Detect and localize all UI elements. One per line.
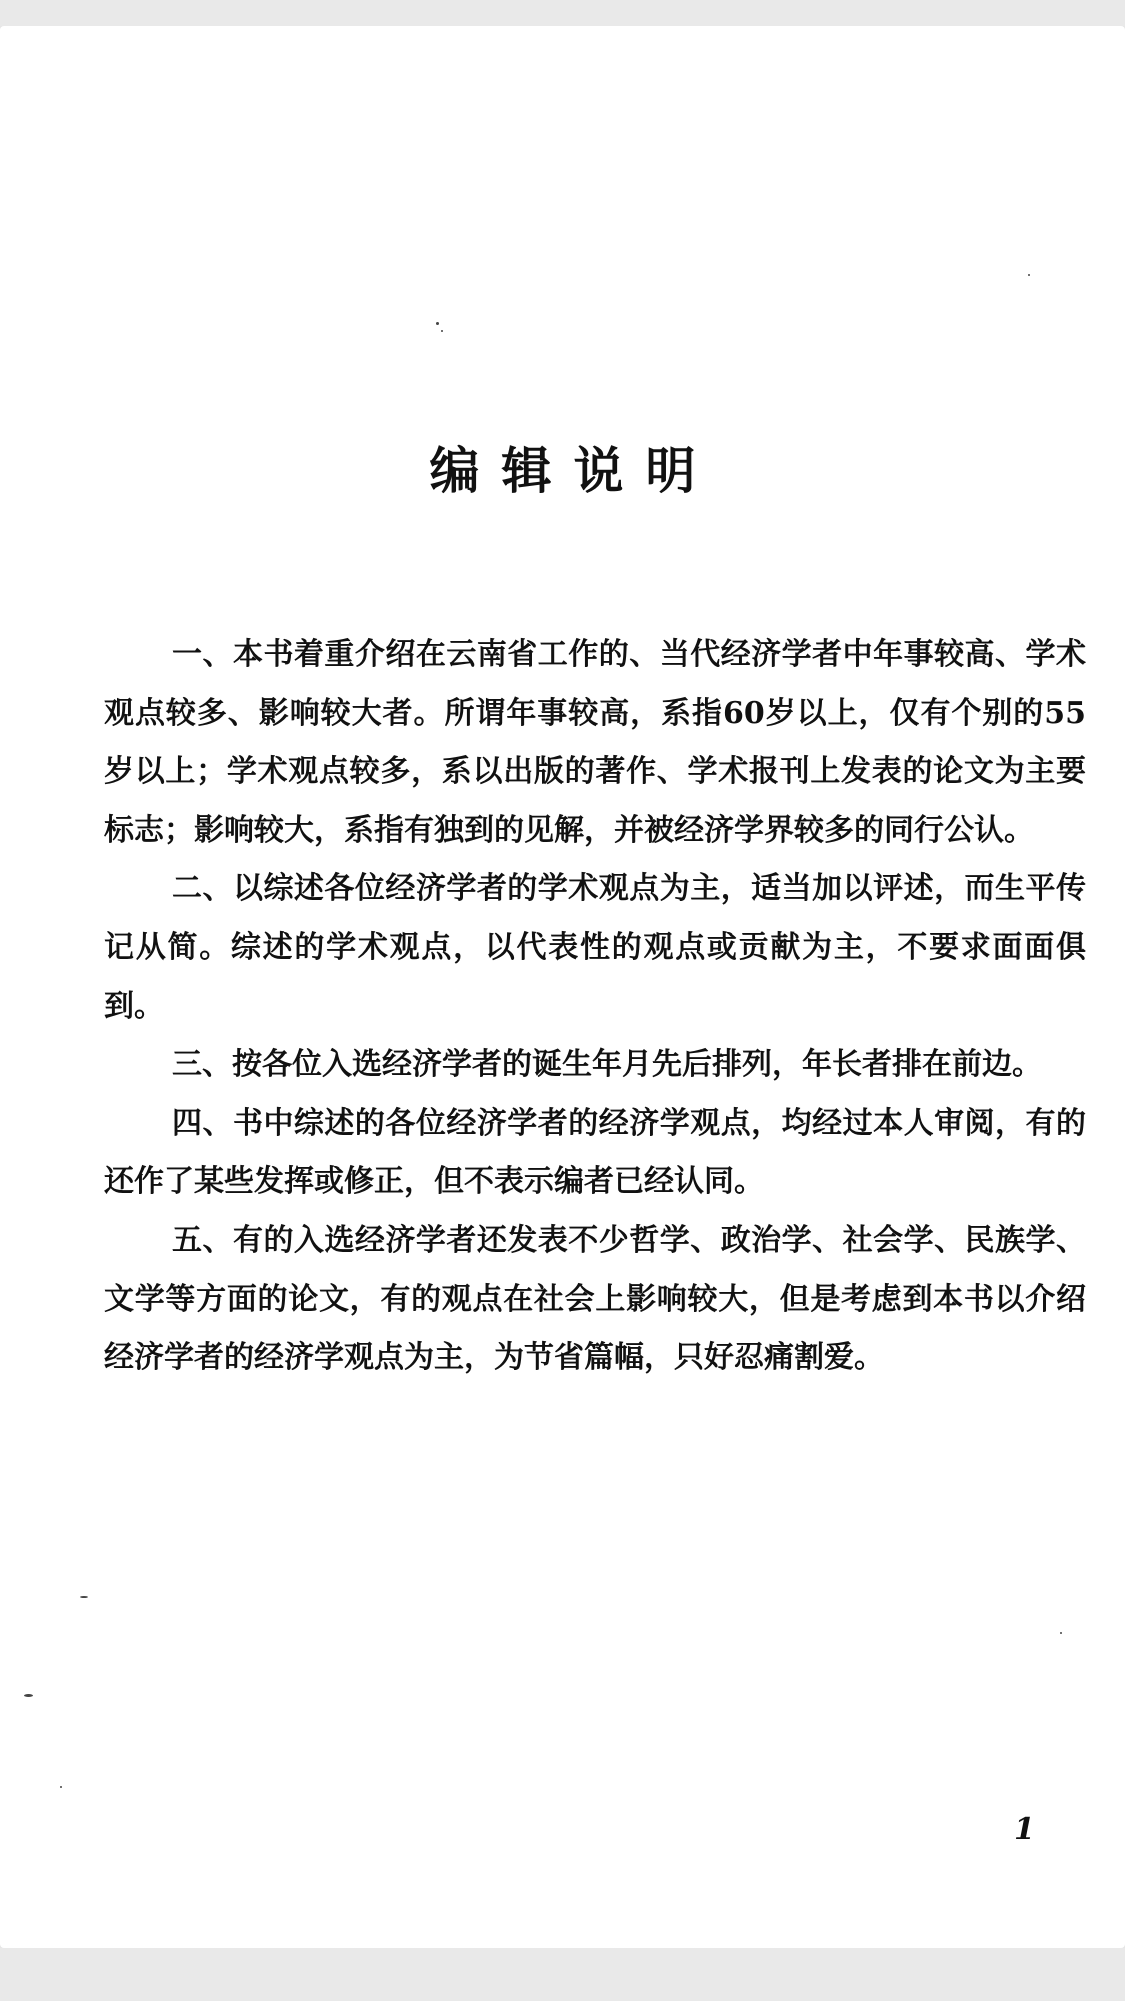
scan-speck bbox=[1028, 274, 1030, 276]
viewer-bottom-bar bbox=[0, 1948, 1125, 2001]
scan-speck bbox=[24, 1694, 33, 1697]
paragraph-2: 二、以综述各位经济学者的学术观点为主，适当加以评述，而生平传记从简。综述的学术观点，以代表性的观点或贡献为主，不要求面面俱到。 bbox=[104, 871, 1086, 1024]
paragraph-4: 四、书中综述的各位经济学者的经济学观点，均经过本人审阅，有的还作了某些发挥或修正，但不表示编者已经认同。 bbox=[104, 1105, 1086, 1200]
page-title: 编辑说明 bbox=[429, 441, 718, 500]
paragraph-1: 一、本书着重介绍在云南省工作的、当代经济学者中年事较高、学术观点较多、影响较大者。所谓年事较高，系指60岁以上，仅有个别的55岁以上；学术观点较多，系以出版的著作、学术报刊上发表的论文为主要标志；影响较大，系指有独到的见解，并被经济学界较多的同行公认。 bbox=[104, 637, 1086, 848]
document-page[interactable] bbox=[0, 26, 1125, 1948]
scan-speck bbox=[441, 330, 443, 332]
scan-speck bbox=[60, 1786, 62, 1788]
scan-speck bbox=[436, 322, 439, 325]
document-body bbox=[104, 626, 1086, 1388]
viewer-top-bar bbox=[0, 0, 1125, 26]
page-number: 1 bbox=[1014, 1812, 1035, 1847]
paragraph-5: 五、有的入选经济学者还发表不少哲学、政治学、社会学、民族学、文学等方面的论文，有的观点在社会上影响较大，但是考虑到本书以介绍经济学者的经济学观点为主，为节省篇幅，只好忍痛割爱。 bbox=[104, 1222, 1086, 1376]
scan-speck bbox=[1060, 1632, 1062, 1634]
scan-speck bbox=[80, 1596, 88, 1598]
paragraph-3: 三、按各位入选经济学者的诞生年月先后排列，年长者排在前边。 bbox=[172, 1047, 1042, 1083]
